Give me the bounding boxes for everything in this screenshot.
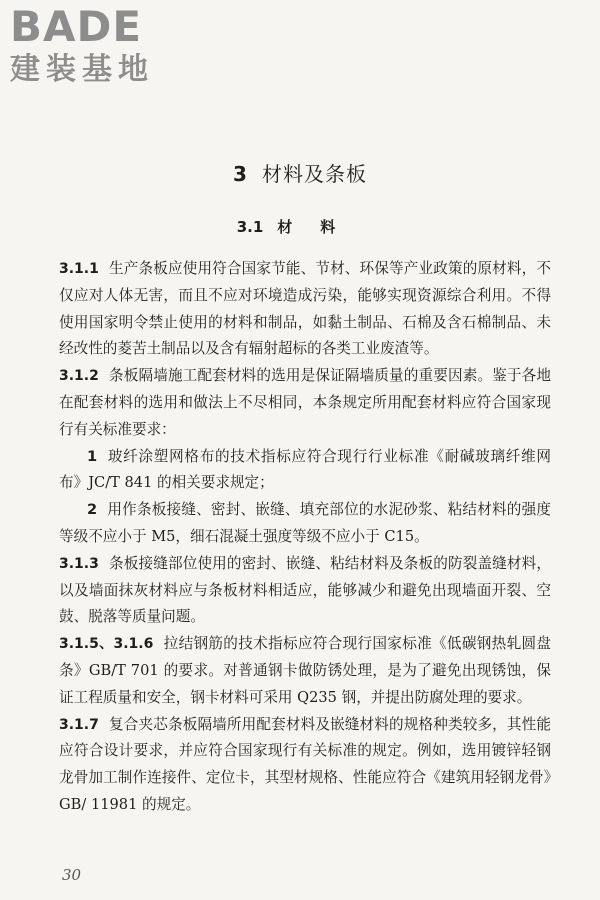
item-number: 2 xyxy=(87,501,98,519)
page-number: 30 xyxy=(62,866,82,884)
clause-3-1-1 xyxy=(59,256,551,363)
clause-text: 拉结钢筋的技术指标应符合现行国家标准《低碳钢热轧圆盘条》GB/T 701 的要求。对普通钢卡做防锈处理，是为了避免出现锈蚀，保证工程质量和安全，钢卡材料可采用 Q235 钢，并提出防腐处理的要求。 xyxy=(59,635,551,706)
clause-3-1-2 xyxy=(59,363,551,443)
item-text: 玻纤涂塑网格布的技术指标应符合现行行业标准《耐碱玻璃纤维网布》JC/T 841 的相关要求规定； xyxy=(59,447,551,492)
clause-number: 3.1.1 xyxy=(59,261,99,277)
clause-number: 3.1.3 xyxy=(59,555,99,572)
section-title: 材料 xyxy=(277,218,364,236)
item-text: 用作条板接缝、密封、嵌缝、填充部位的水泥砂浆、粘结材料的强度等级不应小于 M5，细石混凝土强度等级不应小于 C15。 xyxy=(59,501,551,545)
clause-3-1-7 xyxy=(59,712,551,819)
clause-item-2 xyxy=(59,497,551,551)
body-text xyxy=(59,256,551,819)
clause-number: 3.1.7 xyxy=(59,716,99,733)
chapter-heading xyxy=(0,160,600,188)
chapter-title: 材料及条板 xyxy=(261,162,367,186)
logo-wordmark xyxy=(10,4,142,50)
section-number: 3.1 xyxy=(236,218,264,236)
clause-number: 3.1.5、3.1.6 xyxy=(59,636,154,653)
clause-number: 3.1.2 xyxy=(59,368,99,385)
logo-word-text: BADE xyxy=(10,2,143,51)
clause-item-1 xyxy=(59,444,551,498)
clause-3-1-3 xyxy=(59,551,551,631)
clause-3-1-5-3-1-6 xyxy=(59,631,551,711)
item-number: 1 xyxy=(87,447,98,465)
clause-text: 条板隔墙施工配套材料的选用是保证隔墙质量的重要因素。鉴于各地在配套材料的选用和做法上不尽相同，本条规定所用配套材料应符合国家现行有关标准要求： xyxy=(59,367,551,438)
section-heading xyxy=(0,216,600,238)
clause-text: 生产条板应使用符合国家节能、节材、环保等产业政策的原材料，不仅应对人体无害，而且不应对环境造成污染，能够实现资源综合利用。不得使用国家明令禁止使用的材料和制品，如黏土制品、石棉及含石棉制品、未经改性的菱苦土制品以及含有辐射超标的各类工业废渣等。 xyxy=(59,260,551,358)
clause-text: 条板接缝部位使用的密封、嵌缝、粘结材料及条板的防裂盖缝材料，以及墙面抹灰材料应与条板材料相适应，能够减少和避免出现墙面开裂、空鼓、脱落等质量问题。 xyxy=(59,554,551,626)
logo-subtitle: 建装基地 xyxy=(10,52,154,87)
chapter-number: 3 xyxy=(233,162,248,186)
clause-text: 复合夹芯条板隔墙所用配套材料及嵌缝材料的规格种类较多，其性能应符合设计要求，并应符合国家现行有关标准的规定。例如，选用镀锌轻钢龙骨加工制作连接件、定位卡，其型材规格、性能应符合《建筑用轻钢龙骨》GB/ 11981 的规定。 xyxy=(59,715,551,813)
bade-logo xyxy=(8,4,183,92)
